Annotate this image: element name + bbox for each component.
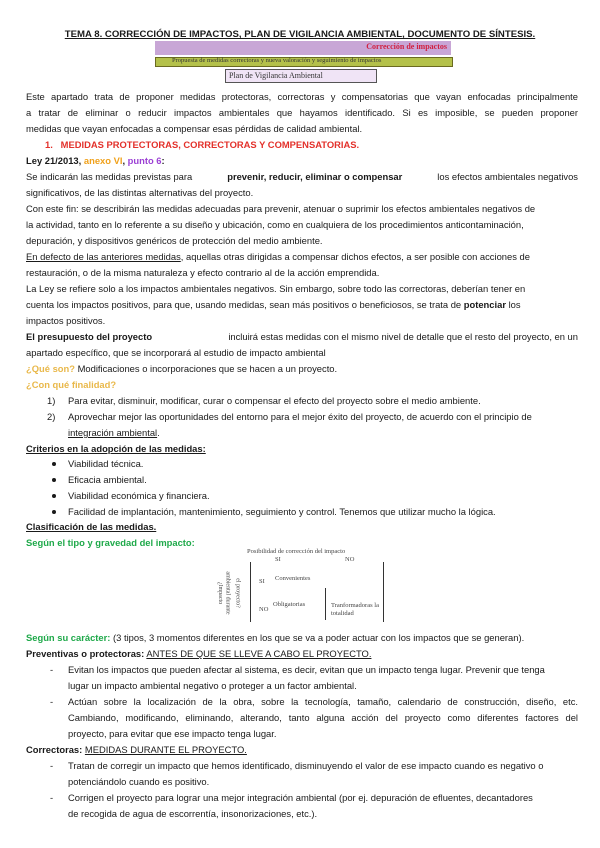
segun-tipo-heading: Según el tipo y gravedad del impacto: <box>26 537 195 548</box>
impact-correction-diagram <box>217 548 385 622</box>
finalidad-2-line-2 <box>68 425 160 440</box>
diagram-side-1: ¿Impacto <box>217 581 224 605</box>
diagram-col-si: SI <box>275 556 281 563</box>
p5-bold: El presupuesto del proyecto <box>26 331 153 342</box>
law-point: punto 6 <box>127 155 162 166</box>
preventivas-1-line-1: Evitan los impactos que pueden afectar al sistema, es decir, evitan que un impacto tenga lugar. Prevenir que tenga <box>68 664 545 675</box>
header-middle-band <box>155 57 453 67</box>
diagram-cell-convenientes: Convenientes <box>275 575 311 582</box>
law-colon: : <box>161 155 165 166</box>
criterio-item-4: Facilidad de implantación, mantenimiento, seguimiento y control. Tenemos que utilizar mucho la lógica. <box>68 506 496 517</box>
preventivas-label: Preventivas o protectoras: <box>26 648 145 659</box>
dash-icon: - <box>50 696 54 707</box>
finalidad-2-end: . <box>157 427 160 438</box>
preventivas-when: ANTES DE QUE SE LLEVE A CABO EL PROYECTO. <box>146 648 372 659</box>
preventivas-2-line-1: Actúan sobre la localización de la obra, sobre la tecnología, tamaño, calendario de construcción, diseño, etc. <box>68 696 578 707</box>
diagram-inner-rule <box>325 588 326 620</box>
criterio-item-1: Viabilidad técnica. <box>68 458 144 469</box>
bullet-icon <box>52 462 56 466</box>
header-middle-label: Propuesta de medidas correctoras y nueva valoración y seguimiento de impactos <box>172 57 382 64</box>
diagram-cell-transformadoras-2: totalidad <box>331 610 354 617</box>
p5-rest: incluirá estas medidas con el mismo nivel de detalle que el resto del proyecto, en un <box>228 331 578 342</box>
intro-line-3: medidas que vayan enfocadas a compensar esas pérdidas de calidad ambiental. <box>26 123 363 134</box>
dash-icon: - <box>50 760 54 771</box>
p4-line-2c: los <box>508 299 521 310</box>
section-1-number: 1. <box>45 139 53 150</box>
p4-line-3: impactos positivos. <box>26 315 106 326</box>
p1-line-1 <box>26 169 578 184</box>
p1-a: Se indicarán las medidas previstas para <box>26 171 193 182</box>
diagram-side-2: ambiental durante <box>224 571 231 615</box>
segun-caracter-heading: Según su carácter: <box>26 632 111 643</box>
diagram-cell-obligatorias: Obligatorias <box>273 601 306 608</box>
header-bottom-box <box>225 69 377 83</box>
section-1-label: MEDIDAS PROTECTORAS, CORRECTORAS Y COMPENSATORIAS. <box>60 139 360 150</box>
diagram-right-rule <box>383 562 384 622</box>
preventivas-heading <box>26 646 371 661</box>
correctoras-heading <box>26 742 247 757</box>
title-prefix: TEMA 8 <box>64 29 100 40</box>
diagram-row-si: SI <box>259 578 265 585</box>
bullet-icon <box>52 510 56 514</box>
correctoras-2-line-2: de recogida de agua de escorrentía, insonorizaciones, etc.). <box>68 808 318 819</box>
header-top-band <box>155 41 451 55</box>
title-rest: . CORRECCIÓN DE IMPACTOS, PLAN DE VIGILANCIA AMBIENTAL, DOCUMENTO DE SÍNTESIS. <box>99 29 536 40</box>
criterio-item-3: Viabilidad económica y financiera. <box>68 490 210 501</box>
dash-icon: - <box>50 664 54 675</box>
header-bottom-label: Plan de Vigilancia Ambiental <box>229 71 323 80</box>
p1-line-2: significativos, de las distintas alternativas del proyecto. <box>26 187 254 198</box>
law-reference <box>26 153 165 168</box>
criterio-item-2: Eficacia ambiental. <box>68 474 147 485</box>
preventivas-1-line-2: lugar un impacto ambiental negativo o proteger a un factor ambiental. <box>68 680 357 691</box>
p4-line-2a: cuenta los impactos positivos, para que, usando medidas, sean más positivos o beneficiosos, se trata de <box>26 299 462 310</box>
law-name: Ley 21/2013 <box>26 155 79 166</box>
p3-rest: , aquellas otras dirigidas a compensar dichos efectos, a ser posible con acciones de <box>180 251 530 262</box>
header-corner-label: Corrección de impactos <box>366 42 447 51</box>
con-que-finalidad: ¿Con qué finalidad? <box>26 379 117 390</box>
que-son-answer: Modificaciones o incorporaciones que se hacen a un proyecto. <box>77 363 338 374</box>
bullet-icon <box>52 478 56 482</box>
integracion-ambiental: integración ambiental <box>68 427 158 438</box>
p5-line-1 <box>26 329 578 344</box>
law-comma: , <box>78 155 82 166</box>
dash-icon: - <box>50 792 54 803</box>
correctoras-2-line-1: Corrigen el proyecto para lograr una mejor integración ambiental (por ej. depuración de efluentes, decantadores <box>68 792 533 803</box>
p4-line-2 <box>26 297 521 312</box>
p2-line-1: Con este fin: se describirán las medidas adecuadas para prevenir, atenuar o suprimir los efectos ambientales negativos de <box>26 203 536 214</box>
header-diagram-image <box>152 40 454 82</box>
p1-c: los efectos ambientales negativos <box>437 171 578 182</box>
section-1-heading <box>45 137 359 152</box>
finalidad-1-number: 1) <box>47 395 56 406</box>
p3-line-1 <box>26 249 530 264</box>
p3-underlined: En defecto de las anteriores medidas <box>26 251 181 262</box>
correctoras-1-line-1: Tratan de corregir un impacto que hemos identificado, disminuyendo el valor de ese impacto cuando es negativo o <box>68 760 544 771</box>
p5-line-2: apartado específico, que se incorporará al estudio de impacto ambiental <box>26 347 326 358</box>
correctoras-1-line-2: potenciándolo cuando es positivo. <box>68 776 210 787</box>
preventivas-2-line-2: Cambiando, modificando, eliminando, alterando, tanto alguna acción del proyecto como diferentes factores del <box>68 712 578 723</box>
diagram-left-rule <box>250 562 251 622</box>
p3-line-2: restauración, o de la misma naturaleza y efecto contrario al de la acción emprendida. <box>26 267 380 278</box>
finalidad-1-text: Para evitar, disminuir, modificar, curar o compensar el efecto del proyecto sobre el medio ambiente. <box>68 395 481 406</box>
diagram-cell-transformadoras-1: Tranformadoras la <box>331 602 379 609</box>
law-annex: anexo VI <box>83 155 123 166</box>
law-comma-2: , <box>122 155 126 166</box>
bullet-icon <box>52 494 56 498</box>
diagram-side-3: el proyecto? <box>234 578 241 608</box>
p2-line-2: la actividad, tanto en lo referente a su diseño y ubicación, como en cualquiera de los procedimientos anticontaminación, <box>26 219 524 230</box>
intro-line-2: a tratar de eliminar o reducir impactos ambientales que hayamos identificado. Si es imposible, se pueden proponer <box>26 107 578 118</box>
finalidad-2-number: 2) <box>47 411 56 422</box>
diagram-col-no: NO <box>345 556 355 563</box>
p2-line-3: depuración, y dispositivos genéricos de protección del medio ambiente. <box>26 235 323 246</box>
p1-bold: prevenir, reducir, eliminar o compensar <box>227 171 403 182</box>
que-son-question: ¿Qué son? <box>26 363 75 374</box>
intro-line-1: Este apartado trata de proponer medidas protectoras, correctoras y compensatorias que vayan enfocadas principalmente <box>26 91 578 102</box>
correctoras-when: MEDIDAS DURANTE EL PROYECTO. <box>84 744 247 755</box>
p4-line-1: La Ley se refiere solo a los impactos ambientales negativos. Sin embargo, sobre todo las correctoras, deberían tener en <box>26 283 526 294</box>
diagram-top-label: Posibilidad de corrección del impacto <box>247 548 346 555</box>
finalidad-2-text: Aprovechar mejor las oportunidades del entorno para el mejor éxito del proyecto, de acuerdo con el principio de <box>68 411 532 422</box>
correctoras-label: Correctoras: <box>26 744 83 755</box>
diagram-row-no: NO <box>259 606 269 613</box>
segun-caracter-rest: (3 tipos, 3 momentos diferentes en los que se va a poder actuar con los impactos que se generan). <box>113 632 525 643</box>
que-son-line <box>26 361 337 376</box>
clasificacion-heading: Clasificación de las medidas. <box>26 521 157 532</box>
p4-bold: potenciar <box>463 299 506 310</box>
preventivas-2-line-3: proyecto, para evitar que ese impacto tenga lugar. <box>68 728 277 739</box>
diagram-side-label <box>217 566 245 622</box>
criterios-heading: Criterios en la adopción de las medidas: <box>26 443 206 454</box>
segun-caracter-line <box>26 630 524 645</box>
